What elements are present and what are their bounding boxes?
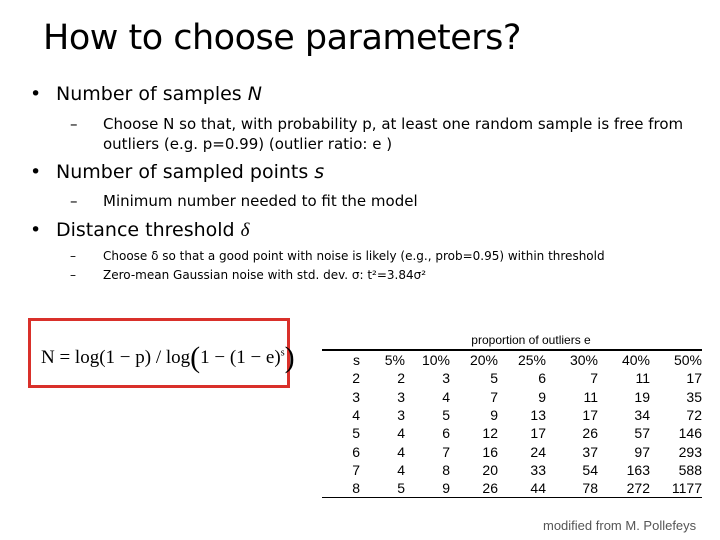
- table-cell: 26: [450, 479, 498, 498]
- table-cell: 293: [678, 443, 702, 460]
- table-cell: 4: [397, 443, 405, 460]
- table-cell: 5: [352, 425, 360, 442]
- table-cell: 37: [582, 443, 598, 460]
- table-cell: 17: [530, 425, 546, 442]
- table-cell: 8: [322, 479, 360, 498]
- table-header-row: [322, 350, 702, 369]
- table-cell: 3: [397, 388, 405, 405]
- table-cell: 3: [352, 388, 360, 405]
- table-body: [322, 369, 702, 498]
- table-cell: 54: [582, 461, 598, 478]
- bullet-var: N: [247, 83, 262, 105]
- table-cell: 16: [482, 443, 498, 460]
- table-header-cell: 30%: [546, 350, 598, 369]
- table-cell: 163: [626, 461, 650, 478]
- sub-bullet-text: Choose δ so that a good point with noise is likely (e.g., prob=0.95) within threshold: [103, 249, 605, 263]
- outlier-sample-table: [322, 331, 702, 498]
- sub-bullet-text: Zero-mean Gaussian noise with std. dev. σ: t²=3.84σ²: [103, 268, 427, 282]
- formula-exponent: s: [280, 347, 285, 359]
- table-cell: 13: [530, 407, 546, 424]
- table-cell: 17: [582, 407, 598, 424]
- table-cell: 26: [582, 425, 598, 442]
- table-cell: 7: [442, 443, 450, 460]
- table-cell: 33: [530, 461, 546, 478]
- table-cell: 72: [686, 407, 702, 424]
- bullet-var: δ: [240, 220, 250, 241]
- table-header-cell: 40%: [598, 350, 650, 369]
- table-cell: 5: [360, 479, 405, 498]
- table-cell: 9: [538, 388, 546, 405]
- formula-part1: (1 − p): [99, 347, 152, 368]
- table-caption: proportion of outliers e: [471, 333, 591, 347]
- bullet-distance-threshold: [30, 219, 249, 242]
- table-cell: 7: [590, 370, 598, 387]
- table-cell: 20: [482, 461, 498, 478]
- bullet-var: s: [314, 161, 325, 183]
- sub-bullet-dash: –: [70, 249, 76, 263]
- table-row: [322, 479, 702, 498]
- table-cell: 35: [686, 388, 702, 405]
- table-cell: 6: [352, 443, 360, 460]
- formula-paren-open: (: [190, 341, 201, 374]
- table-cell: 2: [397, 370, 405, 387]
- table-row: [322, 461, 702, 479]
- table-cell: 34: [634, 407, 650, 424]
- bullet-dot: •: [30, 161, 42, 183]
- sub-bullet-dash: –: [70, 192, 78, 210]
- table-cell: 11: [583, 388, 598, 405]
- table-header-cell: 50%: [650, 350, 702, 369]
- table-cell: 11: [635, 370, 650, 387]
- table-cell: 3: [442, 370, 450, 387]
- table-cell: 57: [634, 425, 650, 442]
- sample-count-formula: [41, 341, 295, 375]
- table-cell: 4: [397, 461, 405, 478]
- formula-div: / log: [151, 347, 191, 368]
- table-cell: 78: [546, 479, 598, 498]
- sub-bullet-threshold-2: [70, 268, 426, 282]
- table-row: [322, 424, 702, 442]
- table-cell: 5: [490, 370, 498, 387]
- sub-bullet-num-samples: [70, 114, 693, 154]
- table-cell: 146: [678, 425, 702, 442]
- table-header-cell: 5%: [360, 350, 405, 369]
- bullet-num-samples: [30, 83, 262, 105]
- table-cell: 7: [352, 461, 360, 478]
- sub-bullet-text: Minimum number needed to fit the model: [103, 192, 418, 210]
- table-cell: 9: [490, 407, 498, 424]
- formula-box: [28, 318, 295, 388]
- table-header-cell: 25%: [498, 350, 546, 369]
- sub-bullet-sampled-points: [70, 191, 693, 211]
- table-cell: 6: [538, 370, 546, 387]
- table-cell: 3: [397, 407, 405, 424]
- sub-bullet-dash: –: [70, 268, 76, 282]
- table-cell: 2: [352, 370, 360, 387]
- table-cell: 24: [530, 443, 546, 460]
- table-cell: 5: [442, 407, 450, 424]
- credit-text: modified from M. Pollefeys: [543, 518, 697, 533]
- bullet-label: Distance threshold: [56, 219, 241, 241]
- table-cell: 44: [498, 479, 546, 498]
- table-header-cell: 10%: [405, 350, 450, 369]
- table-cell: 6: [442, 425, 450, 442]
- table-header-cell: s: [322, 350, 360, 369]
- sub-bullet-text: Choose N so that, with probability p, at least one random sample is free from outliers (e.g. p=0.99) (outlier ratio: e ): [103, 115, 684, 153]
- table-cell: 19: [634, 388, 650, 405]
- table-cell: 9: [405, 479, 450, 498]
- table-cell: 97: [634, 443, 650, 460]
- slide-title: How to choose parameters?: [43, 18, 521, 58]
- bullet-label: Number of samples: [56, 83, 248, 105]
- table-cell: 8: [442, 461, 450, 478]
- bullet-sampled-points: [30, 161, 324, 183]
- table-row: [322, 369, 702, 387]
- table-cell: 4: [397, 425, 405, 442]
- bullet-dot: •: [30, 83, 42, 105]
- table-row: [322, 406, 702, 424]
- formula-paren-close: ): [284, 341, 295, 374]
- bullet-dot: •: [30, 219, 42, 241]
- bullet-label: Number of sampled points: [56, 161, 315, 183]
- table-cell: 4: [442, 388, 450, 405]
- sub-bullet-dash: –: [70, 115, 78, 133]
- formula-lhs: N = log: [41, 347, 100, 368]
- table-cell: 4: [352, 407, 360, 424]
- sub-bullet-threshold-1: [70, 249, 605, 263]
- table-header-cell: 20%: [450, 350, 498, 369]
- table-cell: 7: [490, 388, 498, 405]
- table-cell: 12: [482, 425, 498, 442]
- table-row: [322, 388, 702, 406]
- table-row: [322, 442, 702, 460]
- table-cell: 1177: [650, 479, 702, 498]
- table-cell: 588: [678, 461, 702, 478]
- table-cell: 17: [686, 370, 702, 387]
- table-cell: 272: [598, 479, 650, 498]
- formula-part2: 1 − (1 − e): [200, 347, 281, 368]
